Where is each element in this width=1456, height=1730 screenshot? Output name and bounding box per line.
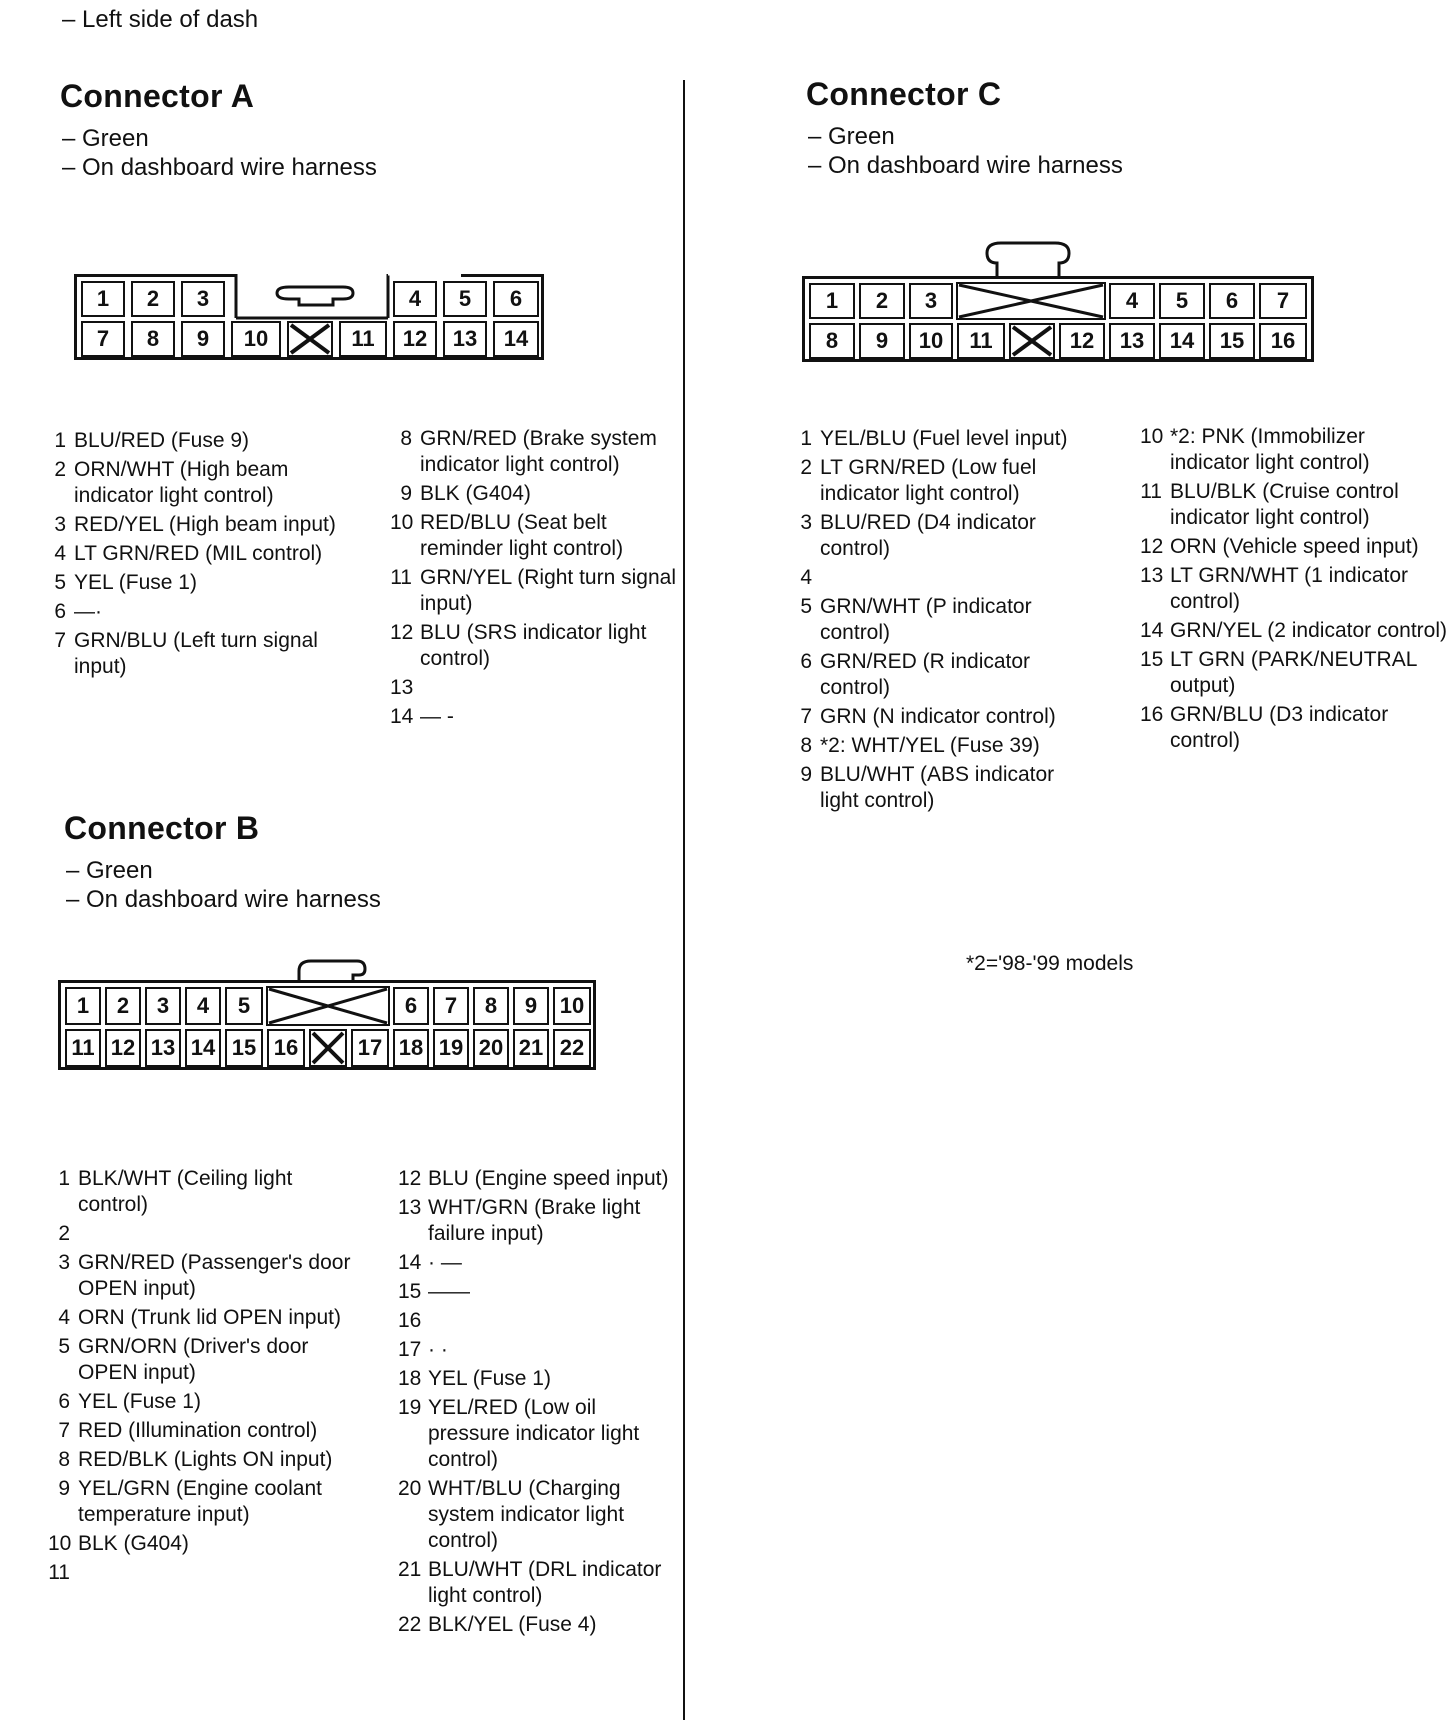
connector-a-pin-12: 12 <box>393 321 437 357</box>
pin-description: ORN (Vehicle speed input) <box>1170 535 1419 558</box>
pin-description: LT GRN/RED (Low fuel indicator light control) <box>820 456 1037 505</box>
pin-entry <box>48 1334 358 1386</box>
connector-b-pin-11: 11 <box>65 1029 101 1067</box>
pin-entry <box>790 565 1090 591</box>
pin-entry <box>398 1279 678 1305</box>
connector-b-pin-19: 19 <box>433 1029 469 1067</box>
pin-description: BLK (G404) <box>420 482 531 505</box>
pin-number: 7 <box>800 705 812 728</box>
connector-c-location: – On dashboard wire harness <box>808 152 1123 179</box>
connector-a-pin-13: 13 <box>443 321 487 357</box>
pin-number: 10 <box>48 1532 72 1555</box>
connector-c-diagram <box>802 276 1314 362</box>
pin-description <box>428 1308 678 1334</box>
pin-entry <box>398 1612 678 1638</box>
pin-number: 21 <box>398 1558 422 1581</box>
connector-b-pin-5: 5 <box>225 987 263 1025</box>
pin-entry <box>44 599 344 625</box>
pin-description: YEL (Fuse 1) <box>74 571 197 594</box>
connector-c-pin-3: 3 <box>909 283 953 319</box>
intro-location: – Left side of dash <box>62 6 259 33</box>
pin-entry <box>390 481 680 507</box>
pin-description: GRN/YEL (2 indicator control) <box>1170 619 1447 642</box>
pin-number: 5 <box>54 571 66 594</box>
pin-entry <box>790 510 1090 562</box>
connector-b-pin-2: 2 <box>105 987 141 1025</box>
pin-entry <box>44 570 344 596</box>
pin-number: 15 <box>398 1280 422 1303</box>
pin-number: 19 <box>398 1396 422 1419</box>
connector-c-pin-8: 8 <box>809 323 855 359</box>
connector-b-subtitle <box>66 856 381 914</box>
pin-entry <box>48 1305 358 1331</box>
pin-number: 11 <box>1140 480 1162 503</box>
pin-entry <box>44 428 344 454</box>
pin-description: BLU/WHT (DRL indicator light control) <box>428 1558 662 1607</box>
connector-b-title: Connector B <box>64 810 260 846</box>
pin-number: 7 <box>54 629 66 652</box>
pin-description: LT GRN (PARK/NEUTRAL output) <box>1170 648 1417 697</box>
pin-number: 4 <box>800 566 812 589</box>
connector-a-pin-2: 2 <box>131 281 175 317</box>
pin-entry <box>1140 702 1450 754</box>
column-divider <box>683 80 685 1720</box>
pin-number: 2 <box>54 458 66 481</box>
connector-c-subtitle <box>808 122 1123 180</box>
pin-description: ORN/WHT (High beam indicator light control) <box>74 458 289 507</box>
pin-number: 11 <box>48 1561 70 1584</box>
pin-description: YEL (Fuse 1) <box>78 1390 201 1413</box>
pin-description: RED (Illumination control) <box>78 1419 318 1442</box>
pin-entry <box>1140 618 1450 644</box>
connector-b-pin-8: 8 <box>473 987 509 1025</box>
connector-c-pins-left <box>790 426 1090 817</box>
connector-a-pin-7: 7 <box>81 321 125 357</box>
pin-number: 22 <box>398 1613 422 1636</box>
pin-entry <box>790 733 1090 759</box>
connector-c-pin-9: 9 <box>859 323 905 359</box>
pin-number: 9 <box>800 763 812 786</box>
pin-description: RED/YEL (High beam input) <box>74 513 336 536</box>
connector-b-pin-20: 20 <box>473 1029 509 1067</box>
pin-entry <box>1140 534 1450 560</box>
cross-mark-icon <box>1011 325 1053 357</box>
connector-a-pins-right <box>390 426 680 733</box>
pin-number: 13 <box>390 676 414 699</box>
pin-description: RED/BLU (Seat belt reminder light control) <box>420 511 624 560</box>
pin-entry <box>790 426 1090 452</box>
connector-a-pin-11: 11 <box>339 321 387 357</box>
pin-description: WHT/GRN (Brake light failure input) <box>428 1196 641 1245</box>
connector-c-pin-7: 7 <box>1259 283 1307 319</box>
pin-description: LT GRN/RED (MIL control) <box>74 542 323 565</box>
pin-entry <box>44 628 344 680</box>
connector-a-pin-3: 3 <box>181 281 225 317</box>
pin-entry <box>1140 647 1450 699</box>
cross-mark-icon <box>289 323 331 355</box>
pin-number: 8 <box>800 734 812 757</box>
pin-number: 10 <box>1140 425 1164 448</box>
pin-description: GRN/ORN (Driver's door OPEN input) <box>78 1335 309 1384</box>
pin-entry <box>48 1447 358 1473</box>
pin-description: GRN/RED (R indicator control) <box>820 650 1031 699</box>
connector-b-pin-22: 22 <box>553 1029 591 1067</box>
pin-number: 1 <box>54 429 66 452</box>
connector-b-pin-10: 10 <box>553 987 591 1025</box>
connector-a-pin-4: 4 <box>393 281 437 317</box>
pin-entry <box>398 1476 678 1554</box>
pin-description: BLU (SRS indicator light control) <box>420 621 647 670</box>
pin-number: 8 <box>58 1448 70 1471</box>
pin-number: 12 <box>390 621 414 644</box>
pin-description: GRN/RED (Brake system indicator light control) <box>420 427 657 476</box>
pin-number: 6 <box>54 600 66 623</box>
connector-c-pin-15: 15 <box>1209 323 1255 359</box>
pin-number: 3 <box>800 511 812 534</box>
pin-entry <box>48 1531 358 1557</box>
connector-b-pin-14: 14 <box>185 1029 221 1067</box>
pin-entry <box>390 620 680 672</box>
pin-number: 10 <box>390 511 414 534</box>
connector-b-pin-16: 16 <box>267 1029 305 1067</box>
connector-b-pin-3: 3 <box>145 987 181 1025</box>
pin-entry <box>398 1366 678 1392</box>
pin-number: 14 <box>398 1251 422 1274</box>
pin-entry <box>48 1389 358 1415</box>
pin-entry <box>1140 563 1450 615</box>
pin-entry <box>44 457 344 509</box>
connector-c-title: Connector C <box>806 76 1002 112</box>
connector-c-pin-16: 16 <box>1259 323 1307 359</box>
connector-a-location: – On dashboard wire harness <box>62 154 377 181</box>
connector-a-title: Connector A <box>60 78 255 114</box>
connector-c-pin-1: 1 <box>809 283 855 319</box>
pin-description: GRN/YEL (Right turn signal input) <box>420 566 676 615</box>
pin-number: 1 <box>800 427 812 450</box>
connector-c-pin-13: 13 <box>1109 323 1155 359</box>
pin-entry <box>390 675 680 701</box>
connector-b-pin-1: 1 <box>65 987 101 1025</box>
connector-b-location: – On dashboard wire harness <box>66 886 381 913</box>
pin-entry <box>390 510 680 562</box>
pin-entry <box>398 1557 678 1609</box>
connector-b-pin-17: 17 <box>351 1029 389 1067</box>
cross-mark-icon <box>311 1031 345 1065</box>
pin-description <box>78 1221 358 1247</box>
connector-c-blank-cross <box>1009 323 1055 359</box>
connector-b-pin-7: 7 <box>433 987 469 1025</box>
connector-b-diagram <box>58 980 596 1070</box>
connector-c-pin-11: 11 <box>957 323 1005 359</box>
pin-description: · — <box>428 1251 462 1274</box>
pin-entry <box>44 512 344 538</box>
pin-number: 9 <box>58 1477 70 1500</box>
pin-number: 14 <box>1140 619 1164 642</box>
connector-a-pin-14: 14 <box>493 321 539 357</box>
connector-b-pin-15: 15 <box>225 1029 263 1067</box>
pin-entry <box>398 1395 678 1473</box>
pin-description: —— <box>428 1280 470 1303</box>
pin-entry <box>790 704 1090 730</box>
pin-description: YEL/GRN (Engine coolant temperature input) <box>78 1477 322 1526</box>
connector-a-subtitle <box>62 124 377 182</box>
pin-entry <box>48 1250 358 1302</box>
pin-number: 3 <box>58 1251 70 1274</box>
pin-number: 4 <box>54 542 66 565</box>
pin-description <box>78 1560 358 1586</box>
pin-number: 14 <box>390 705 414 728</box>
pin-description: LT GRN/WHT (1 indicator control) <box>1170 564 1409 613</box>
connector-b-pin-12: 12 <box>105 1029 141 1067</box>
pin-number: 9 <box>400 482 412 505</box>
pin-number: 17 <box>398 1338 422 1361</box>
pin-description: YEL/BLU (Fuel level input) <box>820 427 1068 450</box>
connector-a-pin-10: 10 <box>231 321 281 357</box>
pin-description: GRN/BLU (D3 indicator control) <box>1170 703 1389 752</box>
connector-c-pin-5: 5 <box>1159 283 1205 319</box>
pin-number: 2 <box>800 456 812 479</box>
pin-number: 4 <box>58 1306 70 1329</box>
pin-description: ORN (Trunk lid OPEN input) <box>78 1306 341 1329</box>
connector-a-pin-6: 6 <box>493 281 539 317</box>
connector-a-pin-9: 9 <box>181 321 225 357</box>
pin-number: 6 <box>800 650 812 673</box>
pin-description: GRN/RED (Passenger's door OPEN input) <box>78 1251 351 1300</box>
pin-description: BLU/BLK (Cruise control indicator light control) <box>1170 480 1399 529</box>
pin-entry <box>44 541 344 567</box>
pin-entry <box>398 1308 678 1334</box>
pin-entry <box>48 1221 358 1247</box>
connector-b-pins-right <box>398 1166 678 1641</box>
pin-description: RED/BLK (Lights ON input) <box>78 1448 333 1471</box>
pin-entry <box>790 455 1090 507</box>
pin-description: — - <box>420 705 454 728</box>
pin-description: BLU/RED (D4 indicator control) <box>820 511 1036 560</box>
pin-entry <box>790 649 1090 701</box>
pin-description: YEL (Fuse 1) <box>428 1367 551 1390</box>
pin-number: 5 <box>800 595 812 618</box>
connector-a-pin-8: 8 <box>131 321 175 357</box>
connector-b-color: – Green <box>66 857 153 884</box>
pin-number: 5 <box>58 1335 70 1358</box>
pin-description: —· <box>74 600 102 623</box>
pin-entry <box>398 1250 678 1276</box>
pin-entry <box>390 704 680 730</box>
connector-a-pin-5: 5 <box>443 281 487 317</box>
pin-entry <box>48 1560 358 1586</box>
connector-b-pins-left <box>48 1166 358 1589</box>
pin-number: 13 <box>1140 564 1164 587</box>
pin-entry <box>790 762 1090 814</box>
connector-c-pin-10: 10 <box>909 323 953 359</box>
pin-number: 16 <box>398 1309 422 1332</box>
connector-c-pins-right <box>1140 424 1450 757</box>
pin-description: *2: PNK (Immobilizer indicator light control) <box>1170 425 1370 474</box>
pin-number: 2 <box>58 1222 70 1245</box>
pin-entry <box>390 565 680 617</box>
connector-a-blank-cross <box>287 321 333 357</box>
pin-number: 13 <box>398 1196 422 1219</box>
connector-b-pin-6: 6 <box>393 987 429 1025</box>
pin-number: 15 <box>1140 648 1164 671</box>
connector-a-pin-1: 1 <box>81 281 125 317</box>
connector-b-pin-18: 18 <box>393 1029 429 1067</box>
pin-entry <box>48 1166 358 1218</box>
pin-description: BLU/RED (Fuse 9) <box>74 429 250 452</box>
pin-description <box>420 675 680 701</box>
pin-entry <box>1140 424 1450 476</box>
connector-c-color: – Green <box>808 123 895 150</box>
pin-number: 1 <box>58 1167 70 1190</box>
pin-entry <box>398 1195 678 1247</box>
pin-description: BLK/YEL (Fuse 4) <box>428 1613 597 1636</box>
connector-c-pin-14: 14 <box>1159 323 1205 359</box>
pin-description <box>820 565 1090 591</box>
pin-number: 18 <box>398 1367 422 1390</box>
pin-number: 8 <box>400 427 412 450</box>
pin-entry <box>48 1418 358 1444</box>
connector-b-pin-4: 4 <box>185 987 221 1025</box>
connector-b-blank-cross <box>309 1029 347 1067</box>
connector-b-pin-13: 13 <box>145 1029 181 1067</box>
pin-number: 12 <box>1140 535 1164 558</box>
pin-number: 7 <box>58 1419 70 1442</box>
pin-number: 20 <box>398 1477 422 1500</box>
pin-description: WHT/BLU (Charging system indicator light control) <box>428 1477 625 1552</box>
connector-b-pin-21: 21 <box>513 1029 549 1067</box>
connector-c-pin-12: 12 <box>1059 323 1105 359</box>
pin-description: *2: WHT/YEL (Fuse 39) <box>820 734 1040 757</box>
connector-b-pin-9: 9 <box>513 987 549 1025</box>
pin-entry <box>48 1476 358 1528</box>
connector-a-pins-left <box>44 428 344 683</box>
connector-c-pin-2: 2 <box>859 283 905 319</box>
pin-number: 12 <box>398 1167 422 1190</box>
pin-entry <box>1140 479 1450 531</box>
pin-entry <box>398 1337 678 1363</box>
pin-description: GRN (N indicator control) <box>820 705 1056 728</box>
pin-description: BLU (Engine speed input) <box>428 1167 669 1190</box>
pin-description: · · <box>428 1338 448 1361</box>
pin-number: 16 <box>1140 703 1164 726</box>
pin-description: GRN/WHT (P indicator control) <box>820 595 1032 644</box>
pin-entry <box>790 594 1090 646</box>
pin-description: YEL/RED (Low oil pressure indicator light control) <box>428 1396 640 1471</box>
pin-number: 6 <box>58 1390 70 1413</box>
connector-a-color: – Green <box>62 125 149 152</box>
pin-number: 11 <box>390 566 412 589</box>
connector-c-pin-6: 6 <box>1209 283 1255 319</box>
pin-description: GRN/BLU (Left turn signal input) <box>74 629 318 678</box>
pin-entry <box>390 426 680 478</box>
connector-a-diagram <box>74 274 544 360</box>
pin-description: BLK (G404) <box>78 1532 189 1555</box>
connector-c-pin-4: 4 <box>1109 283 1155 319</box>
pin-description: BLU/WHT (ABS indicator light control) <box>820 763 1055 812</box>
pin-entry <box>398 1166 678 1192</box>
models-footnote: *2='98-'99 models <box>966 952 1134 975</box>
pin-number: 3 <box>54 513 66 536</box>
pin-description: BLK/WHT (Ceiling light control) <box>78 1167 293 1216</box>
